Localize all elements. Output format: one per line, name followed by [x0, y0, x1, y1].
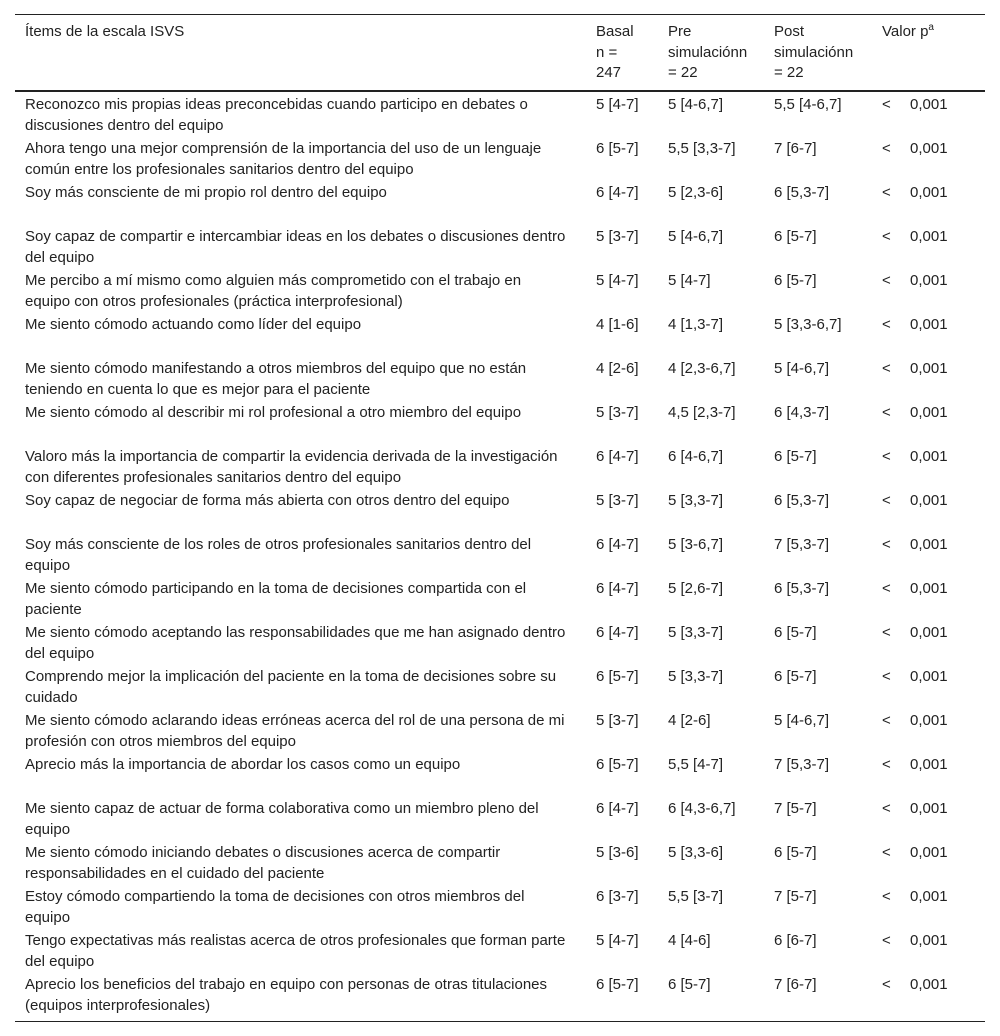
pvalue-cell [882, 666, 985, 687]
pvalue-comparator: < [882, 140, 891, 157]
pre-cell: 5 [4-6,7] [668, 228, 724, 245]
table-row [15, 666, 985, 710]
pvalue-comparator: < [882, 448, 891, 465]
post-cell: 7 [5-7] [774, 888, 817, 905]
pre-cell: 5 [2,3-6] [668, 184, 724, 201]
pvalue-cell [882, 710, 985, 731]
pvalue-cell [882, 358, 985, 379]
item-cell: Me siento cómodo iniciando debates o discusiones acerca de compartir responsabilidades en el cuidado del paciente [25, 844, 501, 882]
header-basal-line: Basal [596, 23, 634, 40]
item-cell: Comprendo mejor la implicación del paciente en la toma de decisiones sobre su cuidado [25, 668, 557, 706]
pre-cell: 4 [4-6] [668, 932, 711, 949]
item-cell: Tengo expectativas más realistas acerca de otros profesionales que forman parte del equipo [25, 932, 566, 970]
pvalue-cell [882, 138, 985, 159]
basal-cell: 5 [3-7] [596, 228, 639, 245]
table-row [15, 226, 985, 270]
header-pre-line: = 22 [668, 64, 698, 81]
pvalue-cell [882, 886, 985, 907]
pvalue-number: 0,001 [910, 536, 948, 553]
table-row [15, 94, 985, 138]
item-cell: Me siento capaz de actuar de forma colaborativa como un miembro pleno del equipo [25, 800, 539, 838]
post-cell: 5,5 [4-6,7] [774, 96, 842, 113]
pvalue-cell [882, 226, 985, 247]
table-row [15, 622, 985, 666]
basal-cell: 5 [4-7] [596, 272, 639, 289]
table-row [15, 314, 985, 358]
pvalue-number: 0,001 [910, 668, 948, 685]
item-cell: Aprecio los beneficios del trabajo en equipo con personas de otras titulaciones (equipos interprofesionales) [25, 976, 547, 1014]
post-cell: 6 [5-7] [774, 668, 817, 685]
table-row [15, 798, 985, 842]
basal-cell: 5 [3-7] [596, 712, 639, 729]
table-row [15, 402, 985, 446]
pvalue-number: 0,001 [910, 140, 948, 157]
pvalue-comparator: < [882, 536, 891, 553]
post-cell: 7 [5,3-7] [774, 756, 830, 773]
item-cell: Estoy cómodo compartiendo la toma de decisiones con otros miembros del equipo [25, 888, 525, 926]
table-row [15, 534, 985, 578]
table-row [15, 578, 985, 622]
pvalue-number: 0,001 [910, 96, 948, 113]
pvalue-number: 0,001 [910, 184, 948, 201]
pvalue-number: 0,001 [910, 448, 948, 465]
post-cell: 6 [5,3-7] [774, 184, 830, 201]
pre-cell: 6 [4-6,7] [668, 448, 724, 465]
table-row [15, 886, 985, 930]
pvalue-number: 0,001 [910, 932, 948, 949]
pvalue-comparator: < [882, 976, 891, 993]
basal-cell: 5 [3-6] [596, 844, 639, 861]
pvalue-number: 0,001 [910, 360, 948, 377]
pre-cell: 4 [1,3-7] [668, 316, 724, 333]
item-cell: Soy capaz de negociar de forma más abierta con otros dentro del equipo [25, 492, 510, 509]
basal-cell: 5 [3-7] [596, 404, 639, 421]
header-basal-line: n = [596, 43, 618, 61]
post-cell: 5 [4-6,7] [774, 712, 830, 729]
pre-cell: 6 [5-7] [668, 976, 711, 993]
pre-cell: 5 [3,3-6] [668, 844, 724, 861]
pre-cell: 5 [4-7] [668, 272, 711, 289]
pre-cell: 5 [3-6,7] [668, 536, 724, 553]
pvalue-comparator: < [882, 316, 891, 333]
pvalue-comparator: < [882, 932, 891, 949]
pvalue-cell [882, 842, 985, 863]
pvalue-number: 0,001 [910, 272, 948, 289]
isvs-table [15, 14, 985, 1022]
item-cell: Me siento cómodo aclarando ideas erróneas acerca del rol de una persona de mi profesión con otros miembros del equipo [25, 712, 565, 750]
pvalue-number: 0,001 [910, 844, 948, 861]
post-cell: 6 [5-7] [774, 448, 817, 465]
pvalue-cell [882, 94, 985, 115]
pvalue-comparator: < [882, 624, 891, 641]
basal-cell: 6 [3-7] [596, 888, 639, 905]
pvalue-number: 0,001 [910, 800, 948, 817]
header-post-line: = 22 [774, 64, 804, 81]
header-pre-line: simulaciónn [668, 43, 748, 61]
basal-cell: 5 [3-7] [596, 492, 639, 509]
basal-cell: 6 [4-7] [596, 536, 639, 553]
pvalue-number: 0,001 [910, 404, 948, 421]
item-cell: Me siento cómodo participando en la toma de decisiones compartida con el paciente [25, 580, 527, 618]
pre-cell: 5,5 [3,3-7] [668, 140, 736, 157]
item-cell: Soy más consciente de mi propio rol dentro del equipo [25, 184, 387, 201]
header-basal [596, 22, 646, 84]
item-cell: Me percibo a mí mismo como alguien más comprometido con el trabajo en equipo con otros profesionales (práctica interprofesional) [25, 272, 522, 310]
pvalue-comparator: < [882, 272, 891, 289]
pre-cell: 5 [3,3-7] [668, 492, 724, 509]
pvalue-comparator: < [882, 712, 891, 729]
item-cell: Soy capaz de compartir e intercambiar ideas en los debates o discusiones dentro del equipo [25, 228, 566, 266]
pvalue-cell [882, 446, 985, 467]
pvalue-cell [882, 402, 985, 423]
pvalue-comparator: < [882, 404, 891, 421]
pvalue-comparator: < [882, 492, 891, 509]
post-cell: 6 [5-7] [774, 228, 817, 245]
header-post-line: simulaciónn [774, 43, 854, 61]
table-row [15, 446, 985, 490]
post-cell: 6 [5,3-7] [774, 580, 830, 597]
basal-cell: 4 [1-6] [596, 316, 639, 333]
item-cell: Me siento cómodo actuando como líder del equipo [25, 316, 362, 333]
basal-cell: 6 [4-7] [596, 448, 639, 465]
item-cell: Me siento cómodo manifestando a otros miembros del equipo que no están teniendo en cuenta lo que es mejor para el paciente [25, 360, 527, 398]
pvalue-comparator: < [882, 580, 891, 597]
post-cell: 7 [6-7] [774, 140, 817, 157]
pvalue-cell [882, 622, 985, 643]
pvalue-number: 0,001 [910, 624, 948, 641]
pre-cell: 5 [2,6-7] [668, 580, 724, 597]
basal-cell: 6 [4-7] [596, 624, 639, 641]
basal-cell: 6 [4-7] [596, 800, 639, 817]
item-cell: Me siento cómodo aceptando las responsabilidades que me han asignado dentro del equipo [25, 624, 566, 662]
basal-cell: 6 [5-7] [596, 976, 639, 993]
pre-cell: 4 [2,3-6,7] [668, 360, 736, 377]
post-cell: 7 [6-7] [774, 976, 817, 993]
pvalue-number: 0,001 [910, 976, 948, 993]
pvalue-cell [882, 490, 985, 511]
pvalue-number: 0,001 [910, 756, 948, 773]
pvalue-cell [882, 798, 985, 819]
post-cell: 6 [5-7] [774, 844, 817, 861]
pvalue-number: 0,001 [910, 580, 948, 597]
item-cell: Ahora tengo una mejor comprensión de la importancia del uso de un lenguaje común entre los profesionales sanitarios dentro del equipo [25, 140, 542, 178]
header-pvalue-label: Valor p [882, 23, 929, 40]
header-pre-line: Pre [668, 23, 692, 40]
header-pvalue [882, 22, 985, 43]
post-cell: 6 [5-7] [774, 624, 817, 641]
post-cell: 6 [6-7] [774, 932, 817, 949]
item-cell: Me siento cómodo al describir mi rol profesional a otro miembro del equipo [25, 404, 522, 421]
table-row [15, 710, 985, 754]
pvalue-comparator: < [882, 800, 891, 817]
pre-cell: 5 [3,3-7] [668, 668, 724, 685]
post-cell: 6 [4,3-7] [774, 404, 830, 421]
pvalue-cell [882, 314, 985, 335]
table-row [15, 182, 985, 226]
pvalue-cell [882, 974, 985, 995]
header-post-line: Post [774, 23, 805, 40]
header-items: Ítems de la escala ISVS [25, 23, 185, 40]
table-row [15, 842, 985, 886]
basal-cell: 6 [5-7] [596, 756, 639, 773]
basal-cell: 6 [5-7] [596, 668, 639, 685]
pre-cell: 5,5 [3-7] [668, 888, 724, 905]
pre-cell: 5,5 [4-7] [668, 756, 724, 773]
pvalue-number: 0,001 [910, 888, 948, 905]
pvalue-number: 0,001 [910, 228, 948, 245]
pvalue-cell [882, 754, 985, 775]
table-body [15, 92, 985, 1021]
pvalue-cell [882, 182, 985, 203]
pvalue-comparator: < [882, 228, 891, 245]
basal-cell: 6 [4-7] [596, 580, 639, 597]
item-cell: Reconozco mis propias ideas preconcebidas cuando participo en debates o discusiones dentro del equipo [25, 96, 528, 134]
pre-cell: 4,5 [2,3-7] [668, 404, 736, 421]
table-row [15, 490, 985, 534]
pvalue-comparator: < [882, 844, 891, 861]
item-cell: Valoro más la importancia de compartir la evidencia derivada de la investigación con diferentes profesionales sanitarios dentro del equipo [25, 448, 558, 486]
pvalue-number: 0,001 [910, 316, 948, 333]
header-basal-line: 247 [596, 64, 622, 81]
basal-cell: 6 [5-7] [596, 140, 639, 157]
pvalue-number: 0,001 [910, 712, 948, 729]
pvalue-comparator: < [882, 888, 891, 905]
table-row [15, 358, 985, 402]
pvalue-comparator: < [882, 96, 891, 113]
post-cell: 6 [5-7] [774, 272, 817, 289]
post-cell: 6 [5,3-7] [774, 492, 830, 509]
basal-cell: 4 [2-6] [596, 360, 639, 377]
pvalue-comparator: < [882, 184, 891, 201]
basal-cell: 5 [4-7] [596, 96, 639, 113]
pvalue-cell [882, 578, 985, 599]
table-row [15, 270, 985, 314]
pvalue-comparator: < [882, 668, 891, 685]
table-row [15, 138, 985, 182]
post-cell: 7 [5-7] [774, 800, 817, 817]
pre-cell: 4 [2-6] [668, 712, 711, 729]
pre-cell: 5 [3,3-7] [668, 624, 724, 641]
pvalue-comparator: < [882, 756, 891, 773]
pre-cell: 6 [4,3-6,7] [668, 800, 736, 817]
header-pvalue-footnote: a [928, 22, 934, 33]
pre-cell: 5 [4-6,7] [668, 96, 724, 113]
post-cell: 7 [5,3-7] [774, 536, 830, 553]
pvalue-cell [882, 930, 985, 951]
post-cell: 5 [4-6,7] [774, 360, 830, 377]
pvalue-cell [882, 270, 985, 291]
table-header [15, 15, 985, 92]
post-cell: 5 [3,3-6,7] [774, 316, 842, 333]
basal-cell: 5 [4-7] [596, 932, 639, 949]
pvalue-cell [882, 534, 985, 555]
basal-cell: 6 [4-7] [596, 184, 639, 201]
table-row [15, 974, 985, 1018]
item-cell: Aprecio más la importancia de abordar los casos como un equipo [25, 756, 461, 773]
header-pre [668, 22, 758, 84]
pvalue-number: 0,001 [910, 492, 948, 509]
header-post [774, 22, 866, 84]
table-row [15, 754, 985, 798]
item-cell: Soy más consciente de los roles de otros profesionales sanitarios dentro del equipo [25, 536, 532, 574]
table-row [15, 930, 985, 974]
pvalue-comparator: < [882, 360, 891, 377]
